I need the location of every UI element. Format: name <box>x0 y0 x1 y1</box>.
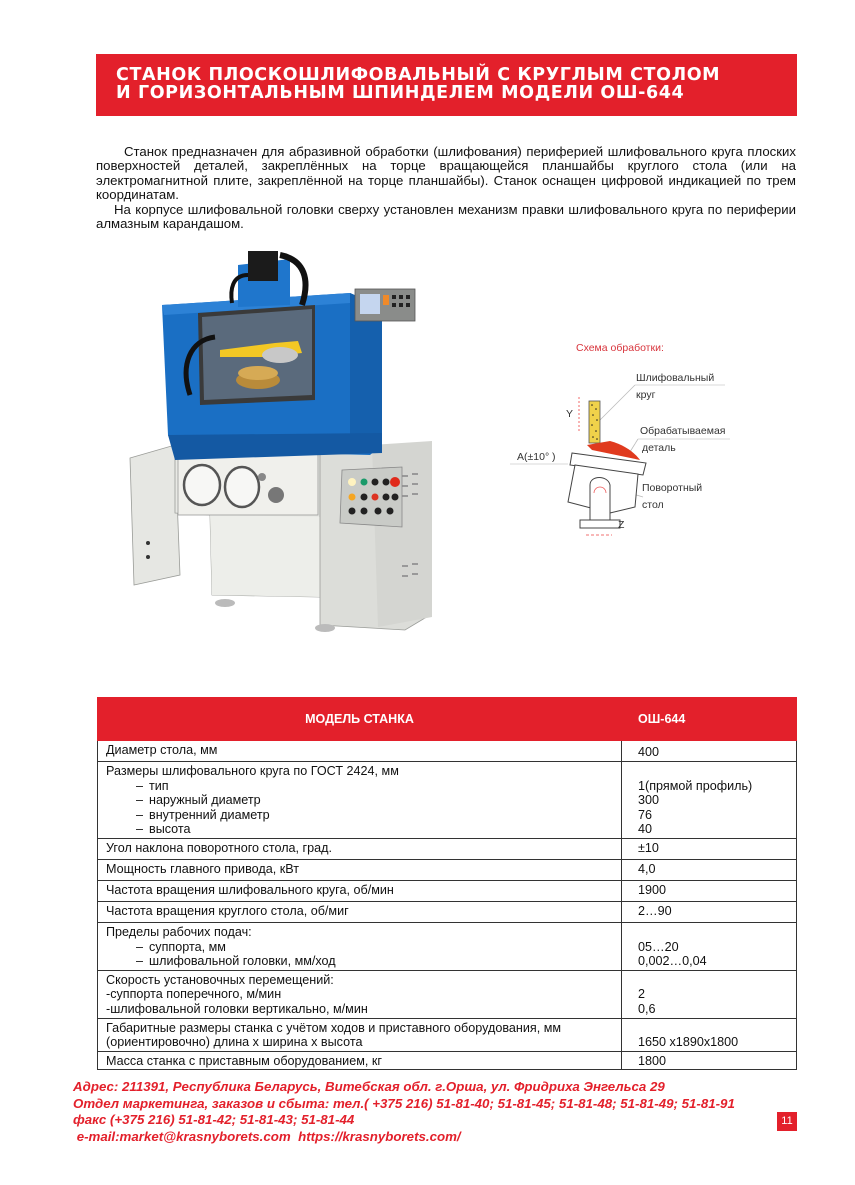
footer-address: Адрес: 211391, Республика Беларусь, Витебская обл. г.Орша, ул. Фридриха Энгельса 29 <box>73 1079 665 1094</box>
footer-fax: факс (+375 216) 51-81-42; 51-81-43; 51-81-44 <box>73 1112 355 1127</box>
row-label: Габаритные размеры станка с учётом ходов и приставного оборудования, мм <box>106 1020 562 1035</box>
row-label-2: (ориентировочно) длина х ширина х высота <box>106 1035 363 1050</box>
row-label: Мощность главного привода, кВт <box>98 859 622 880</box>
row-value: 400 <box>622 741 797 762</box>
table-row <box>98 880 797 901</box>
spec-table <box>97 697 797 1070</box>
title-banner <box>96 54 797 116</box>
table-row <box>98 970 797 1018</box>
row-label: Диаметр стола, мм <box>98 741 622 762</box>
row-value: ±10 <box>622 838 797 859</box>
dash: – <box>136 793 144 808</box>
table-row <box>98 762 797 839</box>
header-model: ОШ-644 <box>622 698 797 741</box>
dash: – <box>136 939 144 954</box>
row-label-group <box>98 762 622 839</box>
row-label-group <box>98 1018 622 1051</box>
axis-a-label: A(±10° ) <box>517 451 556 463</box>
table-row <box>98 1018 797 1051</box>
row-label: Угол наклона поворотного стола, град. <box>98 838 622 859</box>
sub-label: наружный диаметр <box>149 793 261 808</box>
row-label: Частота вращения шлифовального круга, об/мин <box>98 880 622 901</box>
row-value: 4,0 <box>622 859 797 880</box>
row-value: 1650 х1890х1800 <box>622 1018 797 1051</box>
part-label-2: деталь <box>642 442 676 454</box>
wheel-label-2: круг <box>636 389 656 401</box>
sub-item <box>106 779 613 794</box>
sub-label: -шлифовальной головки вертикально, м/мин <box>106 1001 368 1016</box>
table-row <box>98 741 797 762</box>
axis-z-label: Z <box>618 519 625 531</box>
sub-value: 0,6 <box>638 1001 656 1016</box>
intro-text <box>96 145 796 231</box>
table-header-row <box>98 698 797 741</box>
dash: – <box>136 822 144 837</box>
sub-value: 300 <box>638 793 660 808</box>
intro-paragraph-2: На корпусе шлифовальной головки сверху установлен механизм правки шлифовального круга по периферии алмазным карандашом. <box>96 201 796 232</box>
row-value: 1900 <box>622 880 797 901</box>
sub-value: 05…20 <box>638 939 679 954</box>
row-label: Частота вращения круглого стола, об/миг <box>98 901 622 922</box>
row-label: Размеры шлифовального круга по ГОСТ 2424, мм <box>106 764 399 778</box>
dash: – <box>136 778 144 793</box>
row-value-group <box>622 970 797 1018</box>
sub-value: 1(прямой профиль) <box>638 778 753 793</box>
axis-y-label: Y <box>566 408 574 420</box>
row-value: 1800 <box>622 1051 797 1070</box>
machine-photo <box>120 245 450 635</box>
scheme-title: Схема обработки: <box>576 342 664 354</box>
row-label: Пределы рабочих подач: <box>106 924 252 939</box>
sub-item <box>106 808 613 823</box>
intro-paragraph-1: Станок предназначен для абразивной обработки (шлифования) периферией шлифовального круга плоских поверхностей деталей, закреплённых на торце вращающейся планшайбы круглого стола (или на электромагнитной плите, закреплённой на торце планшайбы). Станок оснащен цифровой индикацией по трем координатам. <box>96 144 796 203</box>
sub-item <box>106 940 613 955</box>
page-title-line-1: СТАНОК ПЛОСКОШЛИФОВАЛЬНЫЙ С КРУГЛЫМ СТОЛОМ <box>116 65 721 85</box>
sub-label: высота <box>149 822 191 837</box>
table-label-1: Поворотный <box>642 482 703 494</box>
page-title-line-2: И ГОРИЗОНТАЛЬНЫМ ШПИНДЕЛЕМ МОДЕЛИ ОШ-644 <box>116 83 685 103</box>
table-row <box>98 1051 797 1070</box>
footer-contacts <box>73 1079 793 1145</box>
row-label: Скорость установочных перемещений: <box>106 972 334 987</box>
dash: – <box>136 807 144 822</box>
footer-email-web[interactable]: e-mail:market@krasnyborets.com https://krasnyborets.com/ <box>73 1128 461 1144</box>
header-param: МОДЕЛЬ СТАНКА <box>98 698 622 741</box>
sub-label: суппорта, мм <box>149 939 226 954</box>
page-number-badge: 11 <box>777 1112 797 1131</box>
dash: – <box>136 954 144 969</box>
table-row <box>98 859 797 880</box>
sub-label: внутренний диаметр <box>149 807 270 822</box>
sub-value: 2 <box>638 987 646 1002</box>
sub-item <box>106 954 613 969</box>
row-value-group <box>622 762 797 839</box>
sub-label: -суппорта поперечного, м/мин <box>106 987 282 1002</box>
sub-label: шлифовальной головки, мм/ход <box>149 954 336 969</box>
sub-value: 76 <box>638 807 653 822</box>
row-label-group <box>98 922 622 970</box>
table-row <box>98 838 797 859</box>
table-label-2: стол <box>642 499 664 511</box>
sub-item <box>106 793 613 808</box>
table-row <box>98 901 797 922</box>
sub-value: 40 <box>638 822 653 837</box>
row-value-group <box>622 922 797 970</box>
processing-scheme <box>510 335 750 545</box>
row-label-group <box>98 970 622 1018</box>
row-label: Масса станка с приставным оборудованием, кг <box>98 1051 622 1070</box>
footer-phones: Отдел маркетинга, заказов и сбыта: тел.( +375 216) 51-81-40; 51-81-45; 51-81-48; 51-81-49; 51-81-91 <box>73 1095 735 1111</box>
scheme-drawing <box>510 335 750 545</box>
row-value: 2…90 <box>622 901 797 922</box>
part-label-1: Обрабатываемая <box>640 425 726 437</box>
sub-item <box>106 822 613 837</box>
sub-value: 0,002…0,04 <box>638 954 707 969</box>
table-row <box>98 922 797 970</box>
wheel-label-1: Шлифовальный <box>636 372 715 384</box>
sub-label: тип <box>149 778 169 793</box>
